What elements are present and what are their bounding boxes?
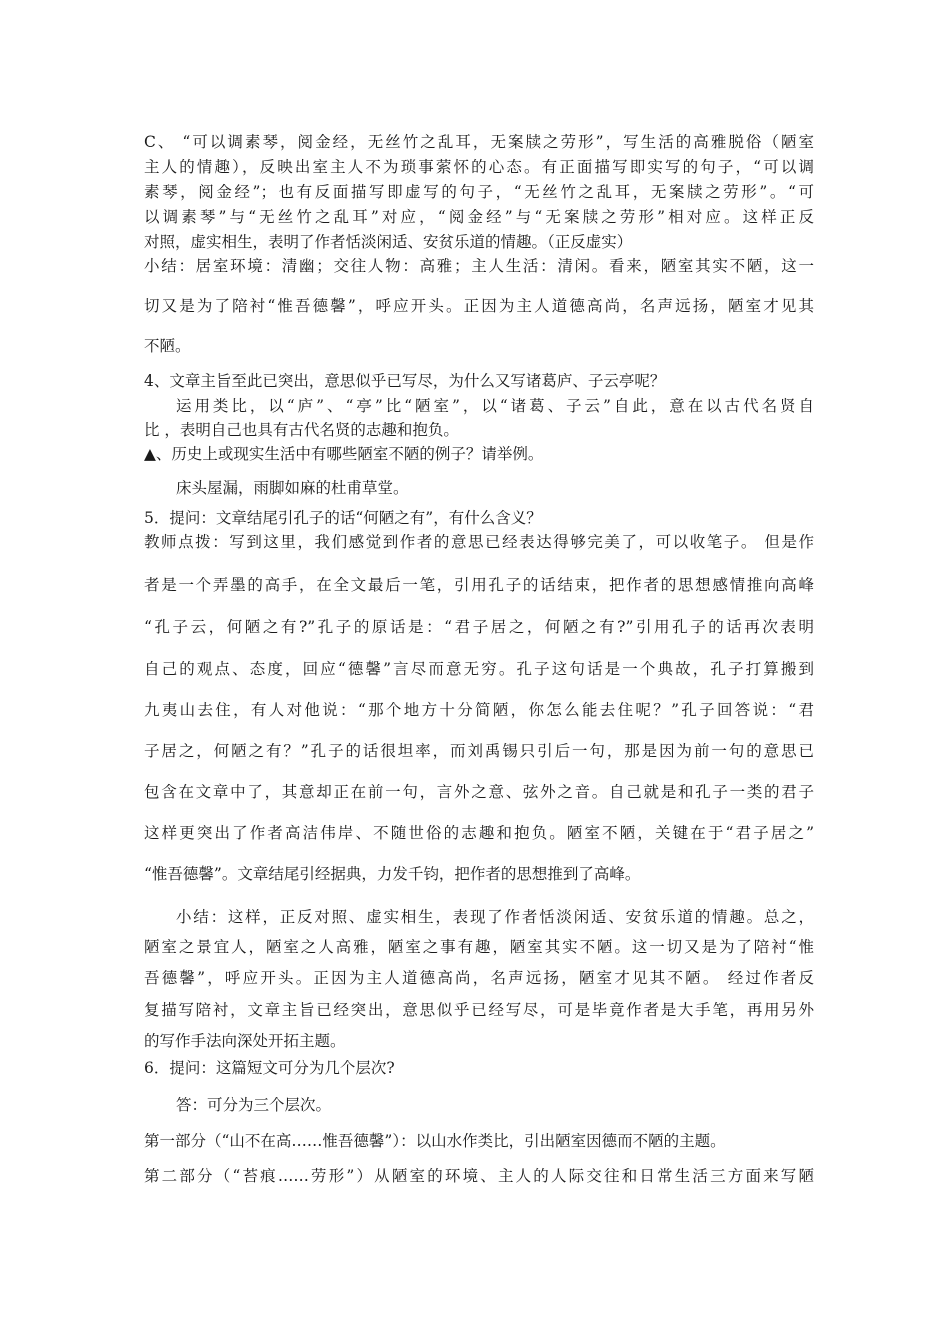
text-line: 复描写陪衬，文章主旨已经突出，意思似乎已经写尽，可是毕竟作者是大手笔，再用另外 (144, 1001, 814, 1019)
text-line: 包含在文章中了，其意却正在前一句，言外之意、弦外之音。自己就是和孔子一类的君子 (144, 783, 814, 801)
text-line: C、 “可以调素琴，阅金经，无丝竹之乱耳，无案牍之劳形”，写生活的高雅脱俗（陋室 (144, 133, 814, 151)
text-line: 吾德馨”，呼应开头。正因为主人道德高尚，名声远扬，陋室才见其不陋。 经过作者反 (144, 969, 814, 987)
text-line: 九夷山去住，有人对他说：“那个地方十分简陋，你怎么能去住呢？”孔子回答说：“君 (144, 701, 814, 719)
answer-line: 运用类比，以“庐”、“亭”比“陋室”，以“诸葛、子云”自此，意在以古代名贤自 (176, 397, 814, 415)
text-line: 自己的观点、态度，回应“德馨”言尽而意无穷。孔子这句话是一个典故，孔子打算搬到 (144, 660, 814, 678)
text-line: 陋室之景宜人，陋室之人高雅，陋室之事有趣，陋室其实不陋。这一切又是为了陪衬“惟 (144, 938, 814, 956)
text-line: 素琴，阅金经”；也有反面描写即虚写的句子，“无丝竹之乱耳，无案牍之劳形”。“可 (144, 183, 814, 201)
text-line: 比 ，表明自己也具有古代名贤的志趣和抱负。 (144, 421, 459, 439)
answer-line: 床头屋漏，雨脚如麻的杜甫草堂。 (176, 479, 409, 497)
question-heading: 4、文章主旨至此已突出，意思似乎已写尽，为什么又写诸葛庐、子云亭呢？ (144, 372, 666, 390)
text-line: 对照，虚实相生，表明了作者恬淡闲适、安贫乐道的情趣。（正反虚实） (144, 233, 633, 251)
text-line: 第二部分（“苔痕……劳形”）从陋室的环境、主人的人际交往和日常生活三方面来写陋 (144, 1167, 814, 1185)
answer-line: 答：可分为三个层次。 (176, 1096, 332, 1114)
text-line: 切又是为了陪衬“惟吾德馨”，呼应开头。正因为主人道德高尚，名声远扬，陋室才见其 (144, 297, 814, 315)
question-heading: 6．提问：这篇短文可分为几个层次? (144, 1059, 395, 1077)
question-heading: ▲、历史上或现实生活中有哪些陋室不陋的例子？请举例。 (144, 445, 544, 463)
text-line: 不陋。 (144, 337, 191, 355)
text-line: 子居之，何陋之有？”孔子的话很坦率，而刘禹锡只引后一句，那是因为前一句的意思已 (144, 742, 814, 760)
text-line: 教师点拨：写到这里，我们感觉到作者的意思已经表达得够完美了，可以收笔子。 但是作 (144, 533, 814, 551)
text-line: 者是一个弄墨的高手，在全文最后一笔，引用孔子的话结束，把作者的思想感情推向高峰 (144, 576, 814, 594)
summary-line: 小结：居室环境：清幽；交往人物：高雅；主人生活：清闲。看来，陋室其实不陋，这一 (144, 257, 814, 275)
text-line: 这样更突出了作者高洁伟岸、不随世俗的志趣和抱负。陋室不陋，关键在于“君子居之” (144, 824, 814, 842)
text-line: 以调素琴”与“无丝竹之乱耳”对应，“阅金经”与“无案牍之劳形”相对应。这样正反 (144, 208, 814, 226)
text-line: 第一部分（“山不在高……惟吾德馨”）：以山水作类比，引出陋室因德而不陋的主题。 (144, 1132, 726, 1150)
text-line: “孔子云，何陋之有?”孔子的原话是：“君子居之，何陋之有?”引用孔子的话再次表明 (144, 618, 814, 636)
summary-line: 小结：这样，正反对照、虚实相生，表现了作者恬淡闲适、安贫乐道的情趣。总之， (176, 908, 814, 926)
question-heading: 5．提问：文章结尾引孔子的话“何陋之有”，有什么含义？ (144, 509, 542, 527)
text-line: 主人的情趣），反映出室主人不为琐事萦怀的心态。有正面描写即实写的句子，“可以调 (144, 158, 814, 176)
text-line: “惟吾德馨”。文章结尾引经据典，力发千钧，把作者的思想推到了高峰。 (144, 865, 641, 883)
text-line: 的写作手法向深处开拓主题。 (144, 1032, 346, 1050)
